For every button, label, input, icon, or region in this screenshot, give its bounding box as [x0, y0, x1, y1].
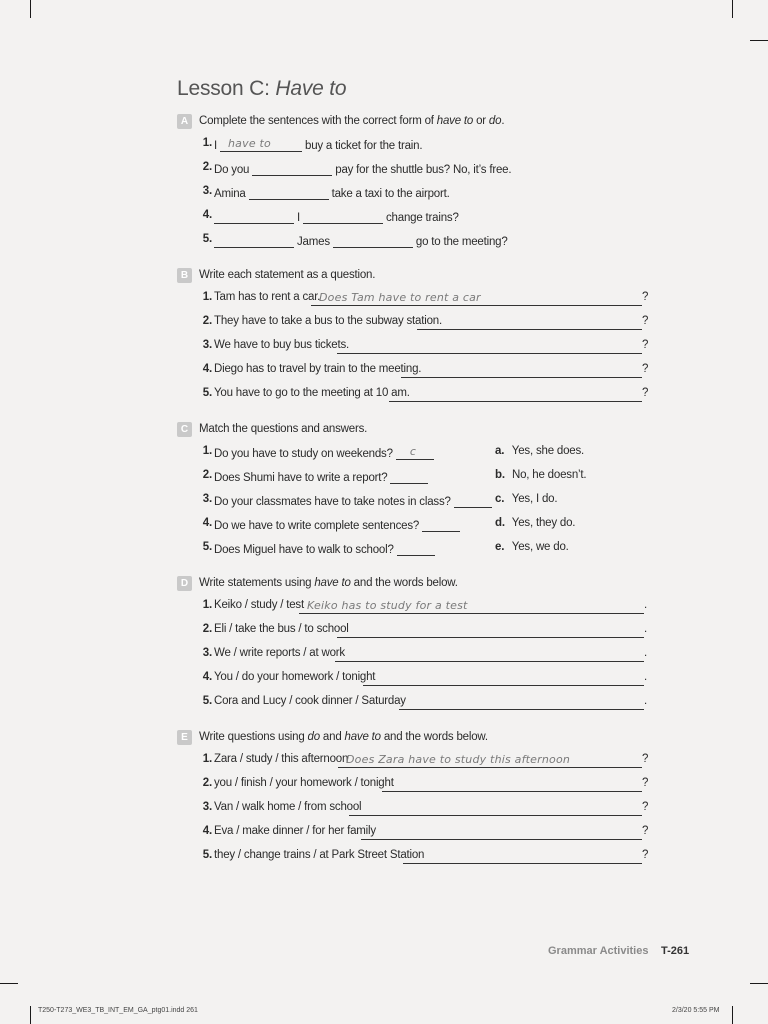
handwritten-answer: have to [228, 137, 271, 150]
answer-option: a. Yes, she does. [495, 445, 585, 457]
exercise-item: 1. Zara / study / this afternoon Does Zara have to study this afternoon ? [202, 753, 649, 766]
handwritten-answer: c [409, 445, 417, 458]
answer-line[interactable] [299, 599, 644, 614]
section-e-instructions: Write questions using do and have to and the words below. [199, 731, 488, 743]
section-c-badge: C [177, 422, 192, 437]
date-slug: 2/3/20 5:55 PM [672, 1007, 720, 1014]
answer-blank[interactable] [252, 161, 332, 176]
answer-line[interactable] [382, 777, 642, 792]
section-e [177, 728, 657, 868]
crop-mark [30, 0, 31, 18]
exercise-item: 3. Van / walk home / from school ? [177, 796, 657, 820]
match-item: 1. Do you have to study on weekends? c a. Yes, she does. [202, 445, 585, 460]
footer-section-label: Grammar Activities [548, 945, 649, 957]
exercise-item: 2. They have to take a bus to the subway station. ? [177, 310, 657, 334]
answer-option: e. Yes, we do. [495, 541, 569, 553]
crop-mark [732, 0, 733, 18]
exercise-item: 5. Cora and Lucy / cook dinner / Saturday . [177, 690, 657, 714]
exercise-item: 1. I have to buy a ticket for the train. [202, 137, 423, 152]
answer-blank[interactable] [303, 209, 383, 224]
crop-mark [750, 983, 768, 984]
answer-line[interactable] [389, 387, 642, 402]
exercise-item: 4. Eva / make dinner / for her family ? [177, 820, 657, 844]
handwritten-answer: Does Zara have to study this afternoon [346, 753, 571, 766]
exercise-item: 5. they / change trains / at Park Street Station ? [177, 844, 657, 868]
exercise-item: 3. Amina take a taxi to the airport. [202, 185, 450, 200]
crop-mark [30, 1006, 31, 1024]
answer-line[interactable] [417, 315, 642, 330]
exercise-item: 3. We / write reports / at work . [177, 642, 657, 666]
exercise-item: 2. you / finish / your homework / tonight ? [177, 772, 657, 796]
section-d-badge: D [177, 576, 192, 591]
answer-blank[interactable] [396, 445, 434, 460]
answer-option: b. No, he doesn’t. [495, 469, 587, 481]
exercise-item: 4. You / do your homework / tonight . [177, 666, 657, 690]
section-e-badge: E [177, 730, 192, 745]
answer-blank[interactable] [220, 137, 302, 152]
file-slug: T250-T273_WE3_TB_INT_EM_GA_ptg01.indd 261 [38, 1007, 198, 1014]
section-a-instructions: Complete the sentences with the correct form of have to or do. [199, 115, 505, 127]
answer-blank[interactable] [249, 185, 329, 200]
answer-line[interactable] [403, 849, 642, 864]
answer-line[interactable] [401, 363, 642, 378]
section-d-instructions: Write statements using have to and the words below. [199, 577, 458, 589]
answer-line[interactable] [363, 671, 644, 686]
page-number: T-261 [661, 945, 690, 957]
answer-line[interactable] [335, 647, 644, 662]
match-item: 5. Does Miguel have to walk to school? e. Yes, we do. [202, 541, 569, 556]
answer-line[interactable] [349, 801, 642, 816]
answer-option: c. Yes, I do. [495, 493, 558, 505]
answer-line[interactable] [337, 623, 644, 638]
match-item: 4. Do we have to write complete sentences? d. Yes, they do. [202, 517, 576, 532]
answer-blank[interactable] [454, 493, 492, 508]
exercise-item: 2. Eli / take the bus / to school . [177, 618, 657, 642]
match-item: 3. Do your classmates have to take notes in class? c. Yes, I do. [202, 493, 558, 508]
answer-blank[interactable] [390, 469, 428, 484]
answer-line[interactable] [361, 825, 642, 840]
answer-line[interactable] [338, 753, 642, 768]
section-c [177, 420, 657, 560]
section-b [177, 266, 657, 406]
crop-mark [0, 983, 18, 984]
section-a-badge: A [177, 114, 192, 129]
handwritten-answer: Keiko has to study for a test [307, 599, 468, 612]
answer-line[interactable] [337, 339, 642, 354]
answer-blank[interactable] [214, 233, 294, 248]
answer-line[interactable] [311, 291, 642, 306]
exercise-item: 3. We have to buy bus tickets. ? [177, 334, 657, 358]
crop-mark [732, 1006, 733, 1024]
section-d [177, 574, 657, 714]
exercise-item: 1. Tam has to rent a car. Does Tam have to rent a car ? [202, 291, 649, 304]
answer-blank[interactable] [397, 541, 435, 556]
answer-line[interactable] [399, 695, 644, 710]
exercise-item: 4. I change trains? [202, 209, 459, 224]
exercise-item: 4. Diego has to travel by train to the meeting. ? [177, 358, 657, 382]
exercise-item: 5. You have to go to the meeting at 10 am. ? [177, 382, 657, 406]
match-item: 2. Does Shumi have to write a report? b. No, he doesn’t. [202, 469, 587, 484]
section-a [177, 112, 657, 252]
exercise-item: 1. Keiko / study / test Keiko has to study for a test . [202, 599, 647, 612]
page-title: Lesson C: Have to [177, 77, 347, 100]
section-b-instructions: Write each statement as a question. [199, 269, 376, 281]
handwritten-answer: Does Tam have to rent a car [319, 291, 481, 304]
section-b-badge: B [177, 268, 192, 283]
answer-option: d. Yes, they do. [495, 517, 576, 529]
exercise-item: 2. Do you pay for the shuttle bus? No, it’s free. [202, 161, 512, 176]
answer-blank[interactable] [333, 233, 413, 248]
answer-blank[interactable] [214, 209, 294, 224]
section-c-instructions: Match the questions and answers. [199, 423, 368, 435]
crop-mark [750, 40, 768, 41]
exercise-item: 5. James go to the meeting? [202, 233, 508, 248]
answer-blank[interactable] [422, 517, 460, 532]
